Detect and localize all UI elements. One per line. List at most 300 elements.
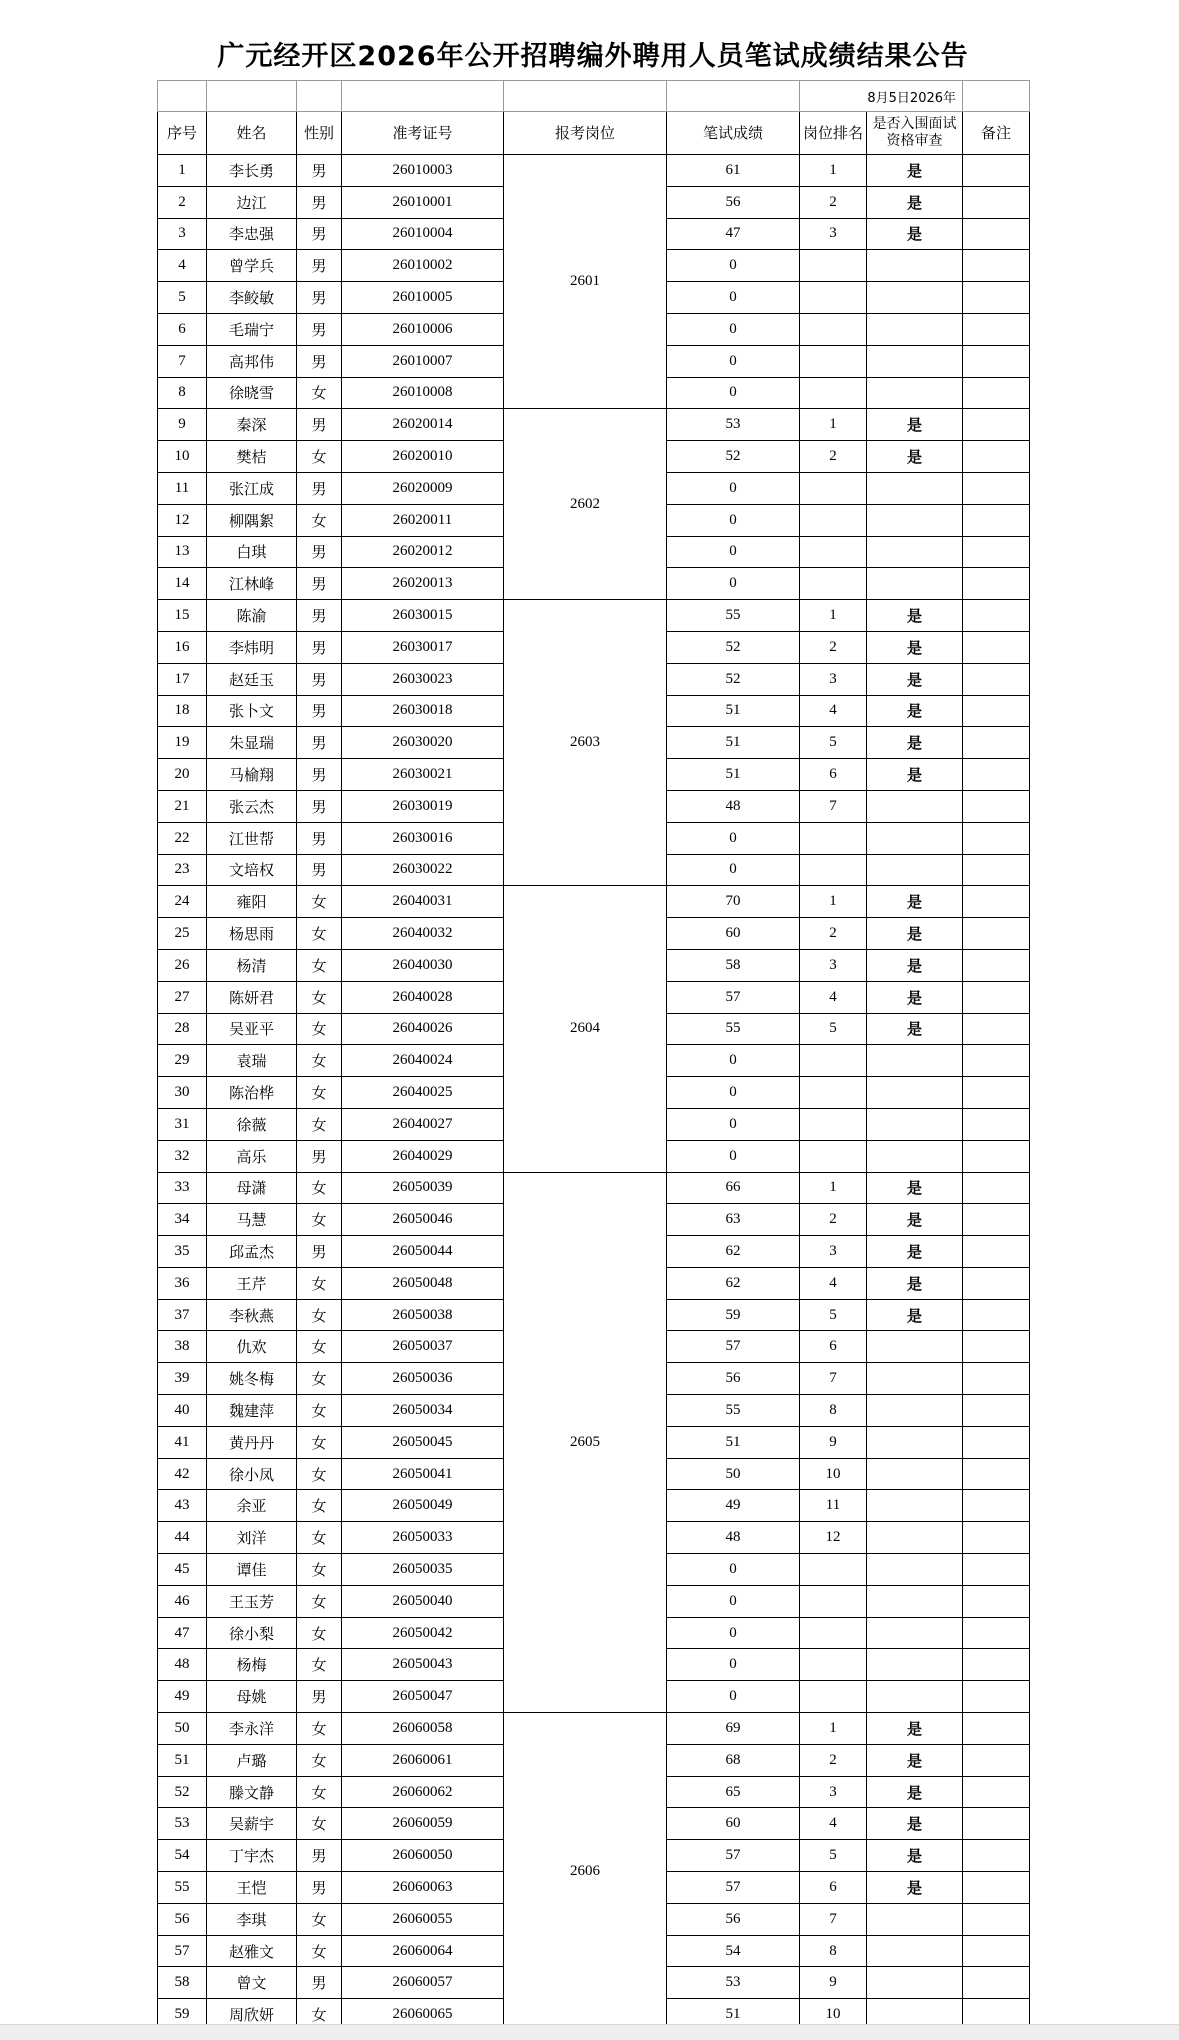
- cell-rank: [800, 313, 867, 345]
- cell-gender: 男: [297, 727, 342, 759]
- cell-shortlisted: [867, 1045, 963, 1077]
- cell-gender: 女: [297, 1013, 342, 1045]
- cell-shortlisted: 是: [867, 1808, 963, 1840]
- cell-remark: [963, 1681, 1030, 1713]
- cell-rank: [800, 536, 867, 568]
- cell-name: 李秋燕: [207, 1299, 297, 1331]
- cell-gender: 女: [297, 441, 342, 473]
- cell-score: 60: [667, 918, 800, 950]
- cell-seq: 24: [158, 886, 207, 918]
- cell-seq: 54: [158, 1840, 207, 1872]
- cell-score: 0: [667, 1108, 800, 1140]
- cell-seq: 51: [158, 1744, 207, 1776]
- cell-shortlisted: [867, 1935, 963, 1967]
- cell-gender: 男: [297, 1140, 342, 1172]
- cell-remark: [963, 1744, 1030, 1776]
- cell-remark: [963, 822, 1030, 854]
- cell-name: 吴薪宇: [207, 1808, 297, 1840]
- cell-ticket: 26010002: [342, 250, 504, 282]
- cell-remark: [963, 1490, 1030, 1522]
- cell-ticket: 26020012: [342, 536, 504, 568]
- cell-seq: 53: [158, 1808, 207, 1840]
- cell-remark: [963, 1617, 1030, 1649]
- cell-name: 雍阳: [207, 886, 297, 918]
- cell-rank: 12: [800, 1522, 867, 1554]
- cell-ticket: 26060055: [342, 1903, 504, 1935]
- cell-name: 朱显瑞: [207, 727, 297, 759]
- cell-ticket: 26050039: [342, 1172, 504, 1204]
- cell-remark: [963, 663, 1030, 695]
- cell-rank: 2: [800, 918, 867, 950]
- cell-gender: 女: [297, 1935, 342, 1967]
- cell-shortlisted: 是: [867, 1872, 963, 1904]
- cell-score: 0: [667, 1140, 800, 1172]
- cell-remark: [963, 1522, 1030, 1554]
- cell-gender: 男: [297, 409, 342, 441]
- cell-rank: 5: [800, 1013, 867, 1045]
- cell-remark: [963, 949, 1030, 981]
- cell-seq: 52: [158, 1776, 207, 1808]
- cell-gender: 女: [297, 1299, 342, 1331]
- cell-ticket: 26020014: [342, 409, 504, 441]
- cell-gender: 男: [297, 313, 342, 345]
- cell-seq: 15: [158, 600, 207, 632]
- cell-score: 51: [667, 1999, 800, 2031]
- cell-shortlisted: [867, 1426, 963, 1458]
- cell-rank: 10: [800, 1458, 867, 1490]
- cell-seq: 22: [158, 822, 207, 854]
- cell-name: 吴亚平: [207, 1013, 297, 1045]
- cell-remark: [963, 250, 1030, 282]
- cell-seq: 13: [158, 536, 207, 568]
- cell-remark: [963, 1140, 1030, 1172]
- cell-shortlisted: 是: [867, 886, 963, 918]
- cell-seq: 33: [158, 1172, 207, 1204]
- cell-gender: 女: [297, 981, 342, 1013]
- cell-shortlisted: [867, 282, 963, 314]
- cell-name: 魏建萍: [207, 1395, 297, 1427]
- cell-gender: 男: [297, 218, 342, 250]
- cell-name: 赵雅文: [207, 1935, 297, 1967]
- cell-shortlisted: [867, 1331, 963, 1363]
- cell-name: 秦深: [207, 409, 297, 441]
- cell-gender: 女: [297, 377, 342, 409]
- cell-rank: [800, 1108, 867, 1140]
- cell-shortlisted: [867, 1108, 963, 1140]
- cell-name: 李炜明: [207, 631, 297, 663]
- cell-shortlisted: [867, 250, 963, 282]
- bottom-edge: [0, 2024, 1179, 2040]
- cell-rank: [800, 1554, 867, 1586]
- table-row: [158, 1172, 1030, 1204]
- cell-rank: 8: [800, 1935, 867, 1967]
- cell-seq: 17: [158, 663, 207, 695]
- cell-name: 高邦伟: [207, 345, 297, 377]
- cell-shortlisted: 是: [867, 1299, 963, 1331]
- cell-name: 杨梅: [207, 1649, 297, 1681]
- cell-ticket: 26060061: [342, 1744, 504, 1776]
- date-row: [158, 81, 1030, 112]
- header-post: 报考岗位: [504, 112, 667, 155]
- cell-name: 边江: [207, 186, 297, 218]
- cell-gender: 女: [297, 1172, 342, 1204]
- cell-remark: [963, 218, 1030, 250]
- cell-score: 0: [667, 1077, 800, 1109]
- cell-seq: 14: [158, 568, 207, 600]
- cell-name: 姚冬梅: [207, 1363, 297, 1395]
- cell-rank: [800, 250, 867, 282]
- cell-score: 65: [667, 1776, 800, 1808]
- cell-gender: 女: [297, 886, 342, 918]
- cell-ticket: 26040027: [342, 1108, 504, 1140]
- cell-rank: 9: [800, 1967, 867, 1999]
- cell-gender: 男: [297, 472, 342, 504]
- cell-seq: 47: [158, 1617, 207, 1649]
- results-body: [158, 155, 1030, 2031]
- cell-name: 张卜文: [207, 695, 297, 727]
- cell-seq: 41: [158, 1426, 207, 1458]
- cell-ticket: 26020010: [342, 441, 504, 473]
- cell-score: 52: [667, 631, 800, 663]
- cell-remark: [963, 1267, 1030, 1299]
- cell-shortlisted: 是: [867, 409, 963, 441]
- cell-gender: 女: [297, 1363, 342, 1395]
- cell-gender: 女: [297, 1744, 342, 1776]
- cell-ticket: 26050034: [342, 1395, 504, 1427]
- cell-rank: [800, 345, 867, 377]
- cell-remark: [963, 1967, 1030, 1999]
- cell-gender: 女: [297, 918, 342, 950]
- cell-gender: 女: [297, 1649, 342, 1681]
- cell-score: 48: [667, 1522, 800, 1554]
- cell-gender: 男: [297, 568, 342, 600]
- cell-score: 0: [667, 250, 800, 282]
- cell-rank: 4: [800, 695, 867, 727]
- cell-shortlisted: [867, 313, 963, 345]
- cell-seq: 6: [158, 313, 207, 345]
- cell-rank: [800, 377, 867, 409]
- cell-score: 53: [667, 409, 800, 441]
- cell-name: 滕文静: [207, 1776, 297, 1808]
- cell-post: 2603: [504, 600, 667, 886]
- cell-gender: 女: [297, 1077, 342, 1109]
- cell-ticket: 26050037: [342, 1331, 504, 1363]
- cell-seq: 1: [158, 155, 207, 187]
- cell-rank: 2: [800, 441, 867, 473]
- cell-rank: 3: [800, 1776, 867, 1808]
- cell-ticket: 26050038: [342, 1299, 504, 1331]
- cell-rank: [800, 1681, 867, 1713]
- cell-seq: 42: [158, 1458, 207, 1490]
- cell-ticket: 26010005: [342, 282, 504, 314]
- cell-score: 0: [667, 854, 800, 886]
- cell-remark: [963, 1776, 1030, 1808]
- cell-seq: 16: [158, 631, 207, 663]
- cell-score: 0: [667, 568, 800, 600]
- cell-remark: [963, 568, 1030, 600]
- cell-name: 杨思雨: [207, 918, 297, 950]
- cell-remark: [963, 1331, 1030, 1363]
- cell-seq: 55: [158, 1872, 207, 1904]
- cell-name: 马慧: [207, 1204, 297, 1236]
- cell-gender: 女: [297, 1458, 342, 1490]
- cell-rank: 5: [800, 1299, 867, 1331]
- cell-remark: [963, 409, 1030, 441]
- cell-rank: 7: [800, 1363, 867, 1395]
- cell-remark: [963, 1426, 1030, 1458]
- cell-shortlisted: 是: [867, 663, 963, 695]
- cell-ticket: 26040024: [342, 1045, 504, 1077]
- cell-name: 李永洋: [207, 1713, 297, 1745]
- cell-name: 卢璐: [207, 1744, 297, 1776]
- cell-remark: [963, 504, 1030, 536]
- cell-seq: 40: [158, 1395, 207, 1427]
- cell-shortlisted: 是: [867, 441, 963, 473]
- cell-shortlisted: [867, 345, 963, 377]
- cell-ticket: 26020013: [342, 568, 504, 600]
- cell-rank: 4: [800, 1267, 867, 1299]
- cell-gender: 女: [297, 949, 342, 981]
- cell-name: 李鲛敏: [207, 282, 297, 314]
- cell-rank: [800, 568, 867, 600]
- cell-rank: [800, 1585, 867, 1617]
- cell-seq: 20: [158, 759, 207, 791]
- cell-rank: 6: [800, 759, 867, 791]
- cell-ticket: 26030018: [342, 695, 504, 727]
- cell-gender: 男: [297, 600, 342, 632]
- cell-remark: [963, 1585, 1030, 1617]
- table-row: [158, 600, 1030, 632]
- cell-gender: 男: [297, 822, 342, 854]
- cell-rank: 1: [800, 886, 867, 918]
- cell-seq: 43: [158, 1490, 207, 1522]
- cell-score: 60: [667, 1808, 800, 1840]
- cell-rank: 10: [800, 1999, 867, 2031]
- cell-gender: 男: [297, 282, 342, 314]
- cell-rank: 11: [800, 1490, 867, 1522]
- cell-seq: 28: [158, 1013, 207, 1045]
- cell-gender: 男: [297, 631, 342, 663]
- cell-shortlisted: [867, 504, 963, 536]
- cell-score: 0: [667, 1585, 800, 1617]
- cell-ticket: 26060064: [342, 1935, 504, 1967]
- cell-gender: 女: [297, 1903, 342, 1935]
- cell-name: 李长勇: [207, 155, 297, 187]
- cell-rank: [800, 1617, 867, 1649]
- cell-score: 0: [667, 1649, 800, 1681]
- cell-ticket: 26030017: [342, 631, 504, 663]
- cell-score: 0: [667, 822, 800, 854]
- cell-seq: 2: [158, 186, 207, 218]
- cell-score: 0: [667, 377, 800, 409]
- cell-shortlisted: [867, 377, 963, 409]
- cell-shortlisted: [867, 822, 963, 854]
- cell-remark: [963, 155, 1030, 187]
- cell-ticket: 26030016: [342, 822, 504, 854]
- header-seq: 序号: [158, 112, 207, 155]
- cell-shortlisted: 是: [867, 155, 963, 187]
- cell-name: 毛瑞宁: [207, 313, 297, 345]
- cell-seq: 44: [158, 1522, 207, 1554]
- cell-gender: 女: [297, 1045, 342, 1077]
- cell-gender: 女: [297, 1808, 342, 1840]
- cell-seq: 39: [158, 1363, 207, 1395]
- cell-shortlisted: [867, 1363, 963, 1395]
- cell-name: 马榆翔: [207, 759, 297, 791]
- cell-ticket: 26030020: [342, 727, 504, 759]
- cell-gender: 女: [297, 1395, 342, 1427]
- cell-ticket: 26060057: [342, 1967, 504, 1999]
- cell-shortlisted: [867, 536, 963, 568]
- cell-gender: 女: [297, 1999, 342, 2031]
- cell-seq: 45: [158, 1554, 207, 1586]
- cell-score: 0: [667, 1045, 800, 1077]
- cell-seq: 50: [158, 1713, 207, 1745]
- cell-remark: [963, 886, 1030, 918]
- cell-ticket: 26040030: [342, 949, 504, 981]
- cell-post: 2602: [504, 409, 667, 600]
- cell-gender: 男: [297, 1236, 342, 1268]
- cell-score: 0: [667, 345, 800, 377]
- cell-remark: [963, 1204, 1030, 1236]
- cell-seq: 58: [158, 1967, 207, 1999]
- cell-score: 51: [667, 759, 800, 791]
- cell-remark: [963, 441, 1030, 473]
- cell-ticket: 26050049: [342, 1490, 504, 1522]
- cell-score: 51: [667, 727, 800, 759]
- cell-name: 黄丹丹: [207, 1426, 297, 1458]
- cell-seq: 56: [158, 1903, 207, 1935]
- cell-gender: 女: [297, 504, 342, 536]
- cell-ticket: 26030019: [342, 790, 504, 822]
- cell-seq: 11: [158, 472, 207, 504]
- header-remark: 备注: [963, 112, 1030, 155]
- cell-remark: [963, 377, 1030, 409]
- cell-score: 0: [667, 1617, 800, 1649]
- cell-name: 徐小凤: [207, 1458, 297, 1490]
- cell-rank: [800, 822, 867, 854]
- cell-rank: 1: [800, 409, 867, 441]
- cell-score: 57: [667, 1840, 800, 1872]
- cell-shortlisted: [867, 1490, 963, 1522]
- cell-shortlisted: 是: [867, 727, 963, 759]
- cell-name: 邱孟杰: [207, 1236, 297, 1268]
- cell-score: 49: [667, 1490, 800, 1522]
- cell-ticket: 26040032: [342, 918, 504, 950]
- cell-score: 55: [667, 1395, 800, 1427]
- cell-score: 56: [667, 1363, 800, 1395]
- cell-score: 0: [667, 1554, 800, 1586]
- cell-seq: 26: [158, 949, 207, 981]
- cell-remark: [963, 981, 1030, 1013]
- cell-shortlisted: [867, 472, 963, 504]
- cell-shortlisted: 是: [867, 759, 963, 791]
- cell-rank: [800, 282, 867, 314]
- cell-post: 2601: [504, 155, 667, 409]
- cell-seq: 18: [158, 695, 207, 727]
- cell-seq: 35: [158, 1236, 207, 1268]
- cell-name: 曾文: [207, 1967, 297, 1999]
- cell-ticket: 26060059: [342, 1808, 504, 1840]
- cell-name: 文培权: [207, 854, 297, 886]
- cell-score: 47: [667, 218, 800, 250]
- cell-ticket: 26030022: [342, 854, 504, 886]
- cell-gender: 男: [297, 1967, 342, 1999]
- cell-gender: 男: [297, 1872, 342, 1904]
- cell-ticket: 26030021: [342, 759, 504, 791]
- cell-rank: 5: [800, 727, 867, 759]
- cell-name: 丁宇杰: [207, 1840, 297, 1872]
- cell-shortlisted: 是: [867, 1236, 963, 1268]
- cell-rank: 2: [800, 1744, 867, 1776]
- cell-ticket: 26060058: [342, 1713, 504, 1745]
- cell-name: 周欣妍: [207, 1999, 297, 2031]
- cell-ticket: 26050048: [342, 1267, 504, 1299]
- cell-gender: 女: [297, 1108, 342, 1140]
- cell-name: 李琪: [207, 1903, 297, 1935]
- cell-score: 0: [667, 472, 800, 504]
- cell-seq: 49: [158, 1681, 207, 1713]
- page-title: 广元经开区2026年公开招聘编外聘用人员笔试成绩结果公告: [217, 41, 969, 72]
- cell-name: 王玉芳: [207, 1585, 297, 1617]
- cell-seq: 12: [158, 504, 207, 536]
- cell-rank: 3: [800, 218, 867, 250]
- cell-gender: 男: [297, 345, 342, 377]
- cell-score: 52: [667, 663, 800, 695]
- cell-seq: 36: [158, 1267, 207, 1299]
- cell-ticket: 26050046: [342, 1204, 504, 1236]
- cell-name: 仇欢: [207, 1331, 297, 1363]
- cell-remark: [963, 1935, 1030, 1967]
- cell-rank: 9: [800, 1426, 867, 1458]
- cell-ticket: 26050035: [342, 1554, 504, 1586]
- cell-post: 2605: [504, 1172, 667, 1713]
- cell-ticket: 26060065: [342, 1999, 504, 2031]
- table-row: [158, 409, 1030, 441]
- cell-remark: [963, 790, 1030, 822]
- cell-name: 刘洋: [207, 1522, 297, 1554]
- cell-remark: [963, 727, 1030, 759]
- results-table: [157, 80, 1030, 2031]
- cell-name: 樊桔: [207, 441, 297, 473]
- cell-remark: [963, 631, 1030, 663]
- cell-score: 51: [667, 1426, 800, 1458]
- cell-score: 51: [667, 695, 800, 727]
- cell-post: 2606: [504, 1713, 667, 2031]
- cell-shortlisted: [867, 790, 963, 822]
- cell-rank: 6: [800, 1872, 867, 1904]
- cell-seq: 25: [158, 918, 207, 950]
- cell-remark: [963, 1172, 1030, 1204]
- cell-rank: 2: [800, 631, 867, 663]
- cell-ticket: 26040029: [342, 1140, 504, 1172]
- cell-shortlisted: [867, 1395, 963, 1427]
- cell-ticket: 26050040: [342, 1585, 504, 1617]
- cell-name: 江世帮: [207, 822, 297, 854]
- cell-remark: [963, 345, 1030, 377]
- cell-score: 0: [667, 313, 800, 345]
- cell-gender: 女: [297, 1554, 342, 1586]
- cell-gender: 男: [297, 663, 342, 695]
- cell-ticket: 26030023: [342, 663, 504, 695]
- table-row: [158, 155, 1030, 187]
- cell-name: 白琪: [207, 536, 297, 568]
- cell-seq: 34: [158, 1204, 207, 1236]
- cell-score: 48: [667, 790, 800, 822]
- cell-score: 58: [667, 949, 800, 981]
- cell-score: 0: [667, 1681, 800, 1713]
- cell-rank: 3: [800, 1236, 867, 1268]
